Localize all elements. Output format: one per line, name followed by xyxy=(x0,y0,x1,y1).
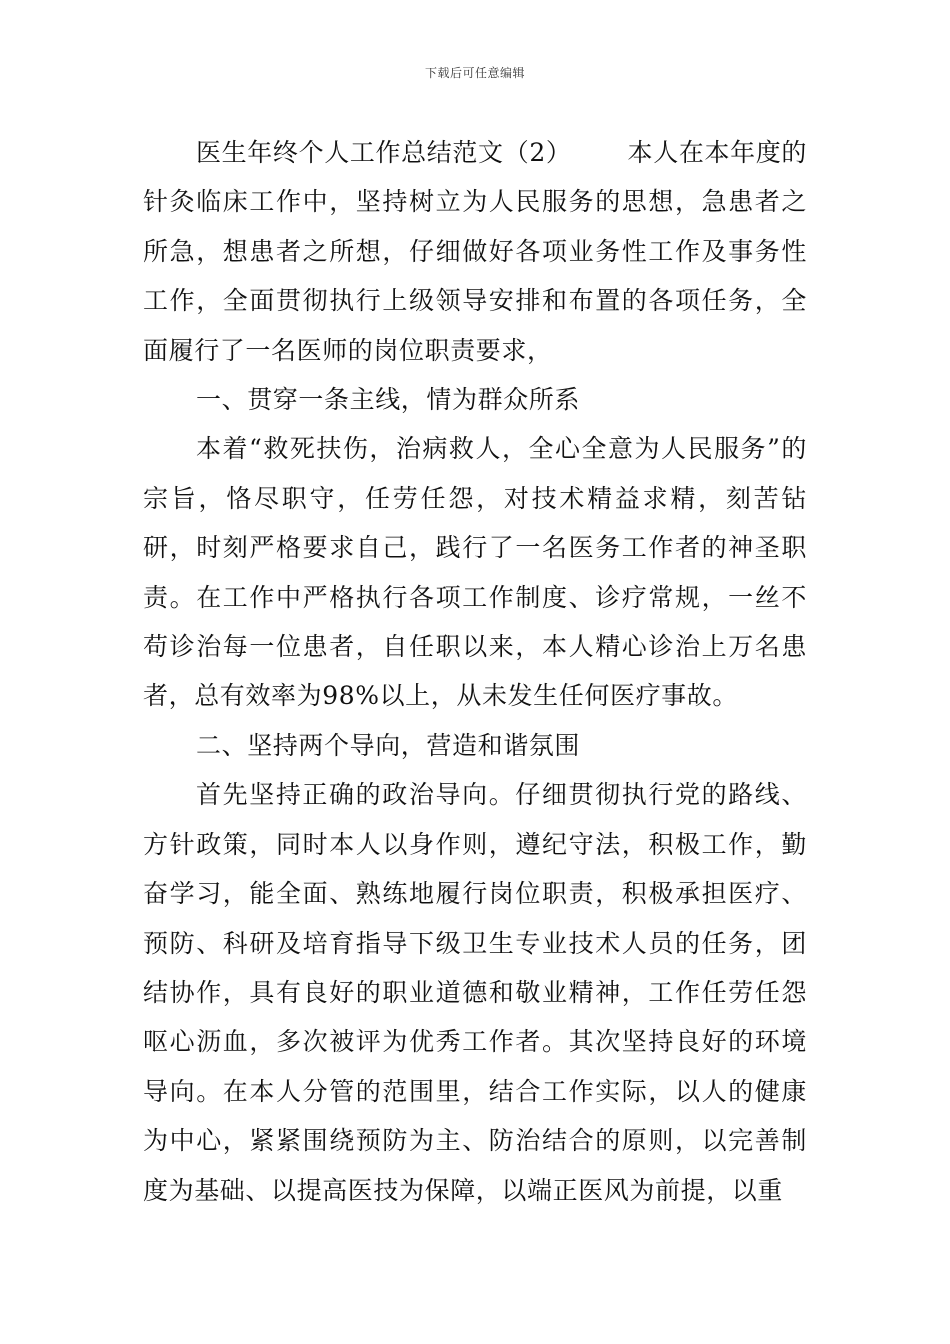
document-body xyxy=(143,128,807,1215)
section-1-heading: 一、贯穿一条主线，情为群众所系 xyxy=(196,385,581,415)
intro-text: 本人在本年度的针灸临床工作中，坚持树立为人民服务的思想，急患者之所急，想患者之所想，仔细做好各项业务性工作及事务性工作，全面贯彻执行上级领导安排和布置的各项任务，全面履行了一名医师的岗位职责要求， xyxy=(143,138,807,365)
section-1-body: 本着“救死扶伤，治病救人，全心全意为人民服务”的宗旨，恪尽职守，任劳任怨，对技术精益求精，刻苦钻研，时刻严格要求自己，践行了一名医务工作者的神圣职责。在工作中严格执行各项工作制度、诊疗常规，一丝不苟诊治每一位患者，自任职以来，本人精心诊治上万名患者，总有效率为98%以上，从未发生任何医疗事故。 xyxy=(143,434,807,711)
section-2-body: 首先坚持正确的政治导向。仔细贯彻执行党的路线、方针政策，同时本人以身作则，遵纪守法，积极工作，勤奋学习，能全面、熟练地履行岗位职责，积极承担医疗、预防、科研及培育指导下级卫生专业技术人员的任务，团结协作，具有良好的职业道德和敬业精神，工作任劳任怨呕心沥血，多次被评为优秀工作者。其次坚持良好的环境导向。在本人分管的范围里，结合工作实际，以人的健康为中心，紧紧围绕预防为主、防治结合的原则，以完善制度为基础、以提高医技为保障，以端正医风为前提，以重 xyxy=(143,780,807,1205)
header-note: 下载后可任意编辑 xyxy=(424,66,525,80)
section-2-heading: 二、坚持两个导向，营造和谐氛围 xyxy=(196,730,581,760)
intro-paragraph xyxy=(143,128,807,375)
document-title: 医生年终个人工作总结范文（2） xyxy=(196,138,572,167)
